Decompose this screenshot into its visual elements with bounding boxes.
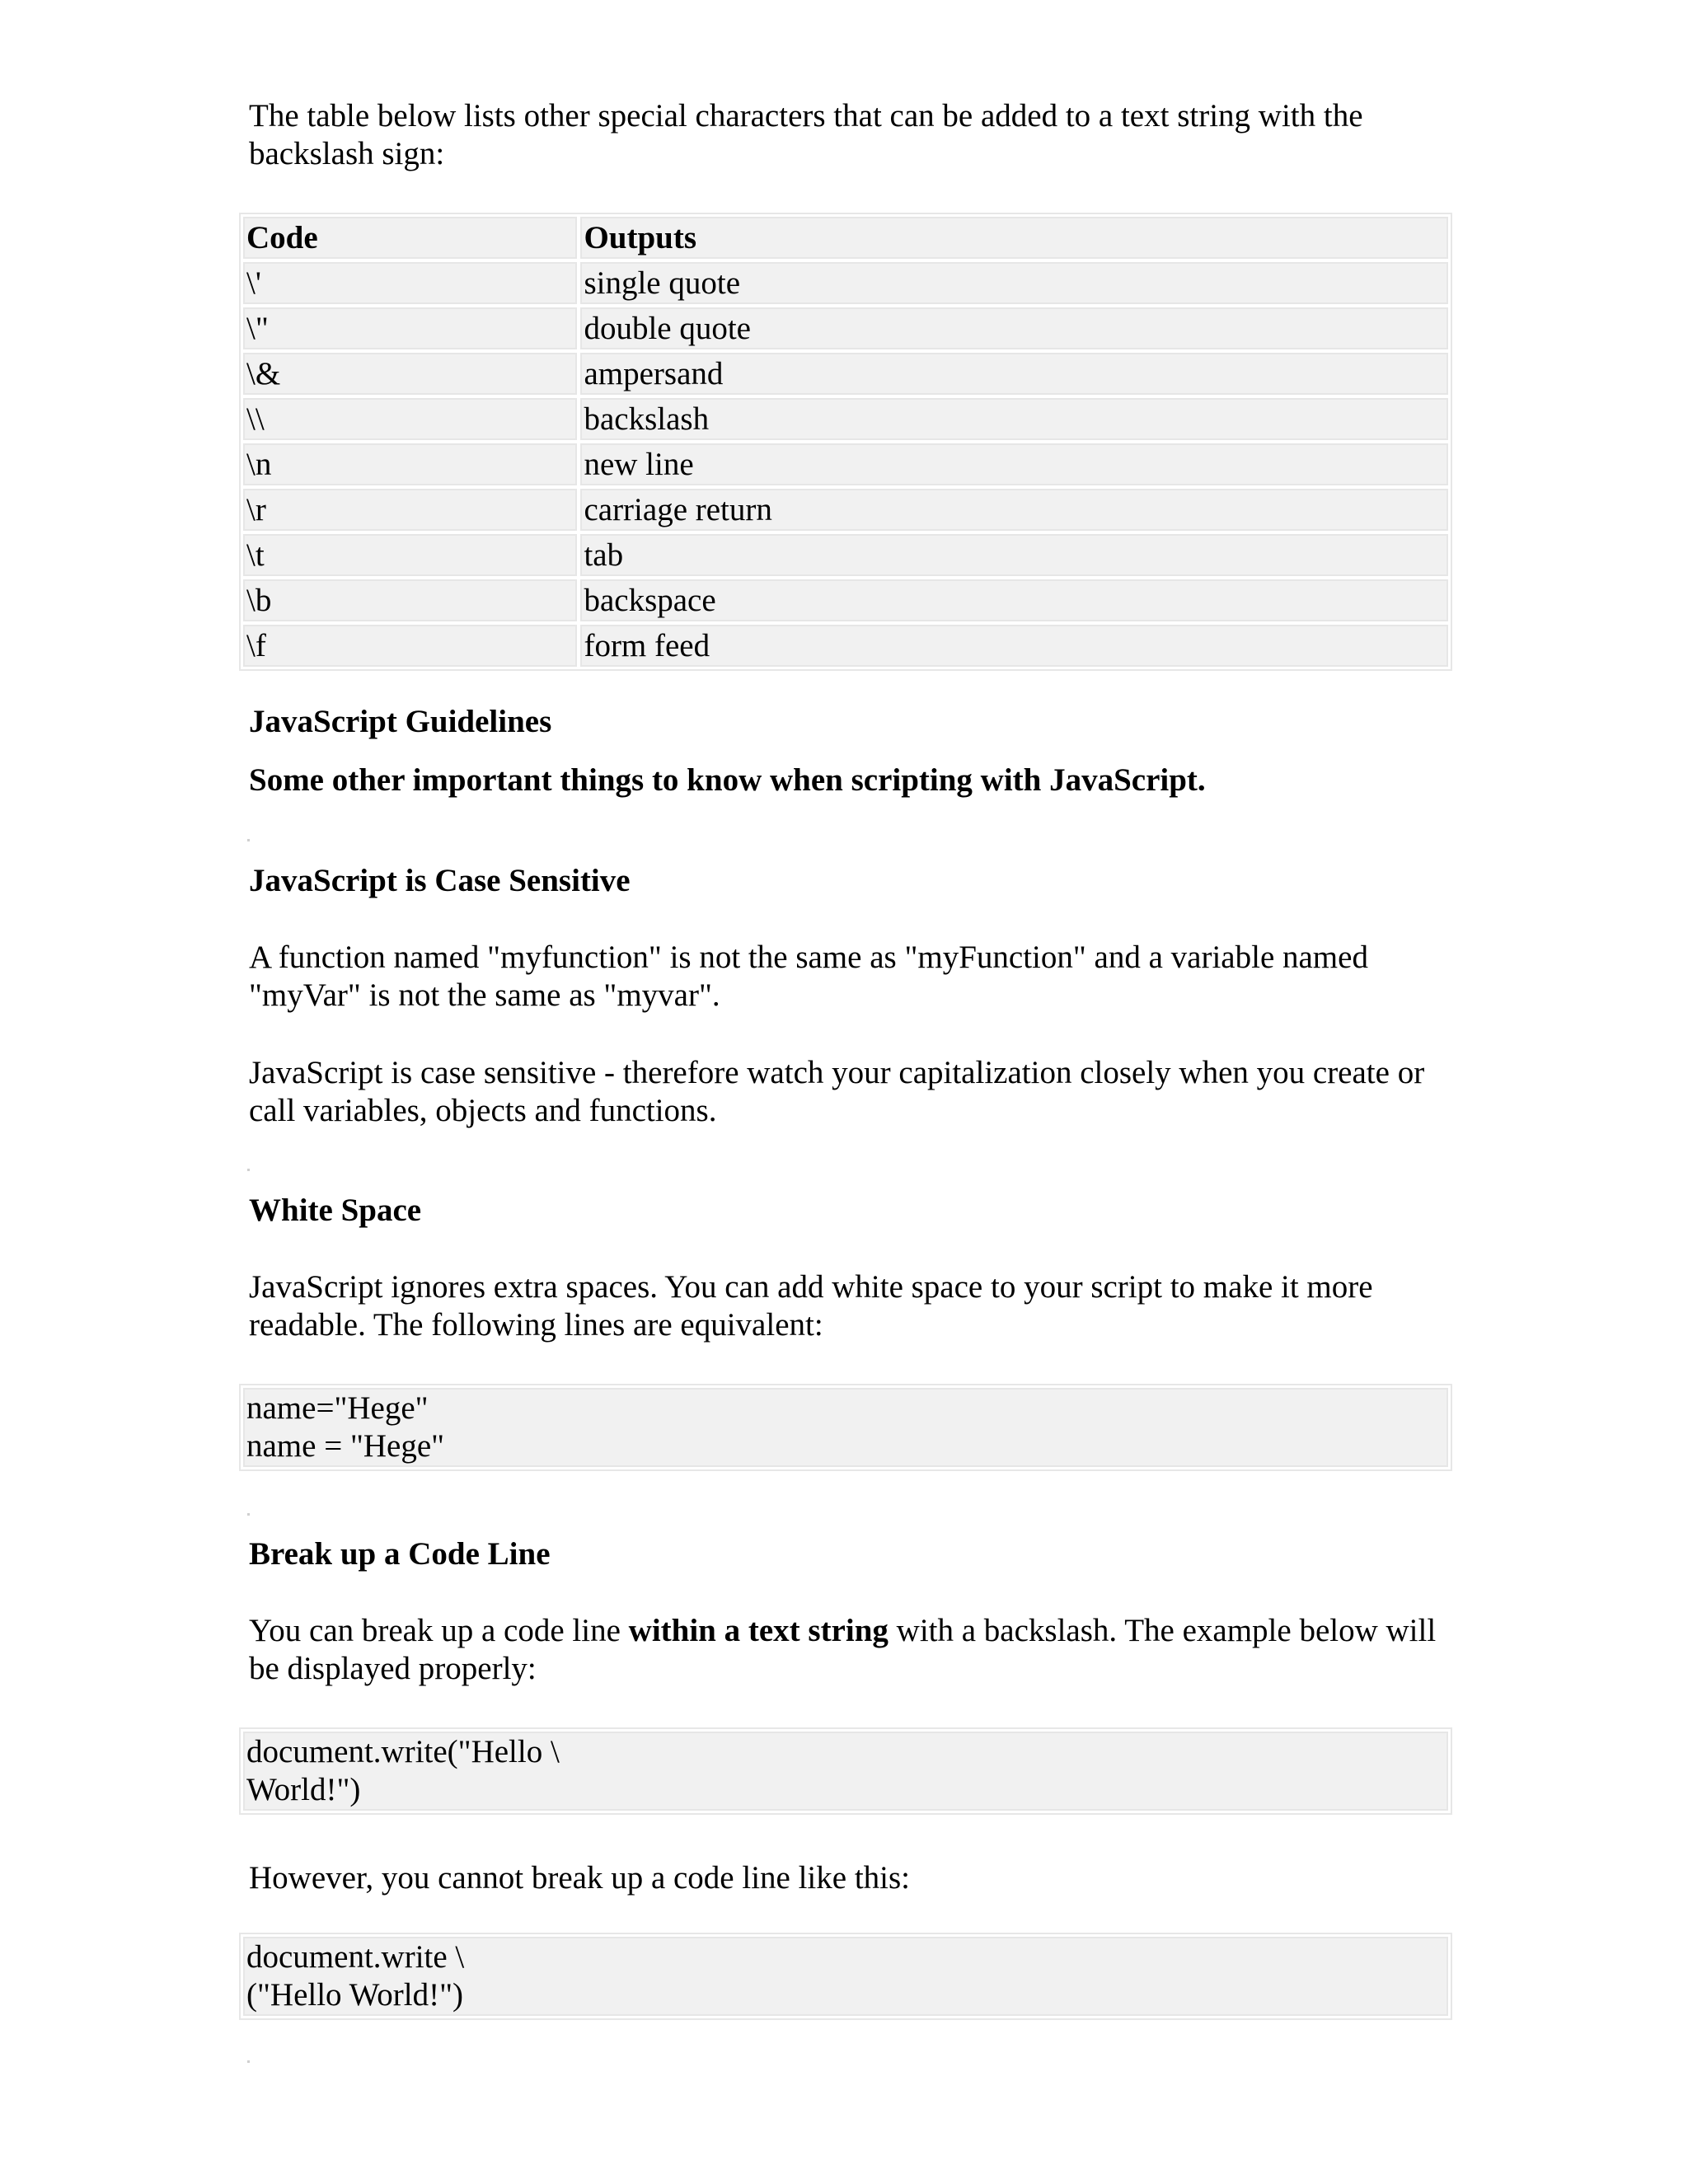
table-cell-output: ampersand bbox=[580, 353, 1448, 395]
special-characters-table bbox=[239, 213, 1452, 671]
code-line: World!") bbox=[246, 1772, 361, 1807]
code-line: document.write \ bbox=[246, 1939, 465, 1975]
table-header-code: Code bbox=[243, 217, 577, 259]
table-cell-code: \r bbox=[243, 489, 577, 531]
table-cell-code: \n bbox=[243, 443, 577, 485]
break-line-paragraph bbox=[249, 1612, 1444, 1688]
table-row bbox=[243, 353, 1448, 395]
table-cell-output: single quote bbox=[580, 262, 1448, 304]
table-cell-output: form feed bbox=[580, 625, 1448, 667]
separator-dot bbox=[247, 1513, 250, 1516]
case-sensitive-paragraph-2: JavaScript is case sensitive - therefore watch your capitalization closely when you create or call variables, objects and functions. bbox=[249, 1055, 1425, 1128]
table-cell-output: carriage return bbox=[580, 489, 1448, 531]
table-cell-output: tab bbox=[580, 534, 1448, 576]
table-cell-code: \t bbox=[243, 534, 577, 576]
break-line-bold-text: within a text string bbox=[628, 1613, 889, 1648]
code-line: name = "Hege" bbox=[246, 1428, 445, 1464]
case-sensitive-paragraph-1: A function named "myfunction" is not the same as "myFunction" and a variable named "myVar" is not the same as "myvar". bbox=[249, 940, 1368, 1013]
table-cell-code: \" bbox=[243, 307, 577, 349]
table-header-outputs: Outputs bbox=[580, 217, 1448, 259]
break-line-text: with a backslash. The example below will be displayed properly: bbox=[249, 1613, 1437, 1686]
break-line-paragraph-2: However, you cannot break up a code line like this: bbox=[249, 1860, 911, 1896]
white-space-paragraph: JavaScript ignores extra spaces. You can add white space to your script to make it more readable. The following lines are equivalent: bbox=[249, 1269, 1373, 1343]
break-line-text: You can break up a code line bbox=[249, 1613, 629, 1648]
case-sensitive-heading: JavaScript is Case Sensitive bbox=[249, 863, 631, 898]
guidelines-subtitle: Some other important things to know when scripting with JavaScript. bbox=[249, 762, 1206, 798]
code-example-white-space bbox=[239, 1384, 1452, 1471]
table-row bbox=[243, 307, 1448, 349]
code-example-break-invalid bbox=[239, 1933, 1452, 2020]
table-header-row bbox=[243, 217, 1448, 259]
code-example-break-valid bbox=[239, 1727, 1452, 1815]
table-row bbox=[243, 443, 1448, 485]
table-cell-code: \b bbox=[243, 579, 577, 621]
table-row bbox=[243, 398, 1448, 440]
separator-dot bbox=[247, 1169, 250, 1171]
table-cell-output: double quote bbox=[580, 307, 1448, 349]
table-row bbox=[243, 625, 1448, 667]
intro-paragraph: The table below lists other special characters that can be added to a text string with the backslash sign: bbox=[249, 98, 1363, 171]
code-line: document.write("Hello \ bbox=[246, 1734, 560, 1769]
white-space-heading: White Space bbox=[249, 1193, 422, 1228]
table-cell-code: \\ bbox=[243, 398, 577, 440]
table-cell-output: new line bbox=[580, 443, 1448, 485]
table-row bbox=[243, 579, 1448, 621]
table-cell-code: \& bbox=[243, 353, 577, 395]
table-row bbox=[243, 489, 1448, 531]
separator-dot bbox=[247, 2060, 250, 2063]
table-cell-output: backslash bbox=[580, 398, 1448, 440]
table-cell-output: backspace bbox=[580, 579, 1448, 621]
break-line-heading: Break up a Code Line bbox=[249, 1536, 551, 1572]
separator-dot bbox=[247, 839, 250, 841]
table-cell-code: \' bbox=[243, 262, 577, 304]
table-cell-code: \f bbox=[243, 625, 577, 667]
table-row bbox=[243, 262, 1448, 304]
code-line: ("Hello World!") bbox=[246, 1977, 464, 2013]
code-line: name="Hege" bbox=[246, 1390, 429, 1426]
guidelines-title: JavaScript Guidelines bbox=[249, 704, 552, 739]
table-row bbox=[243, 534, 1448, 576]
